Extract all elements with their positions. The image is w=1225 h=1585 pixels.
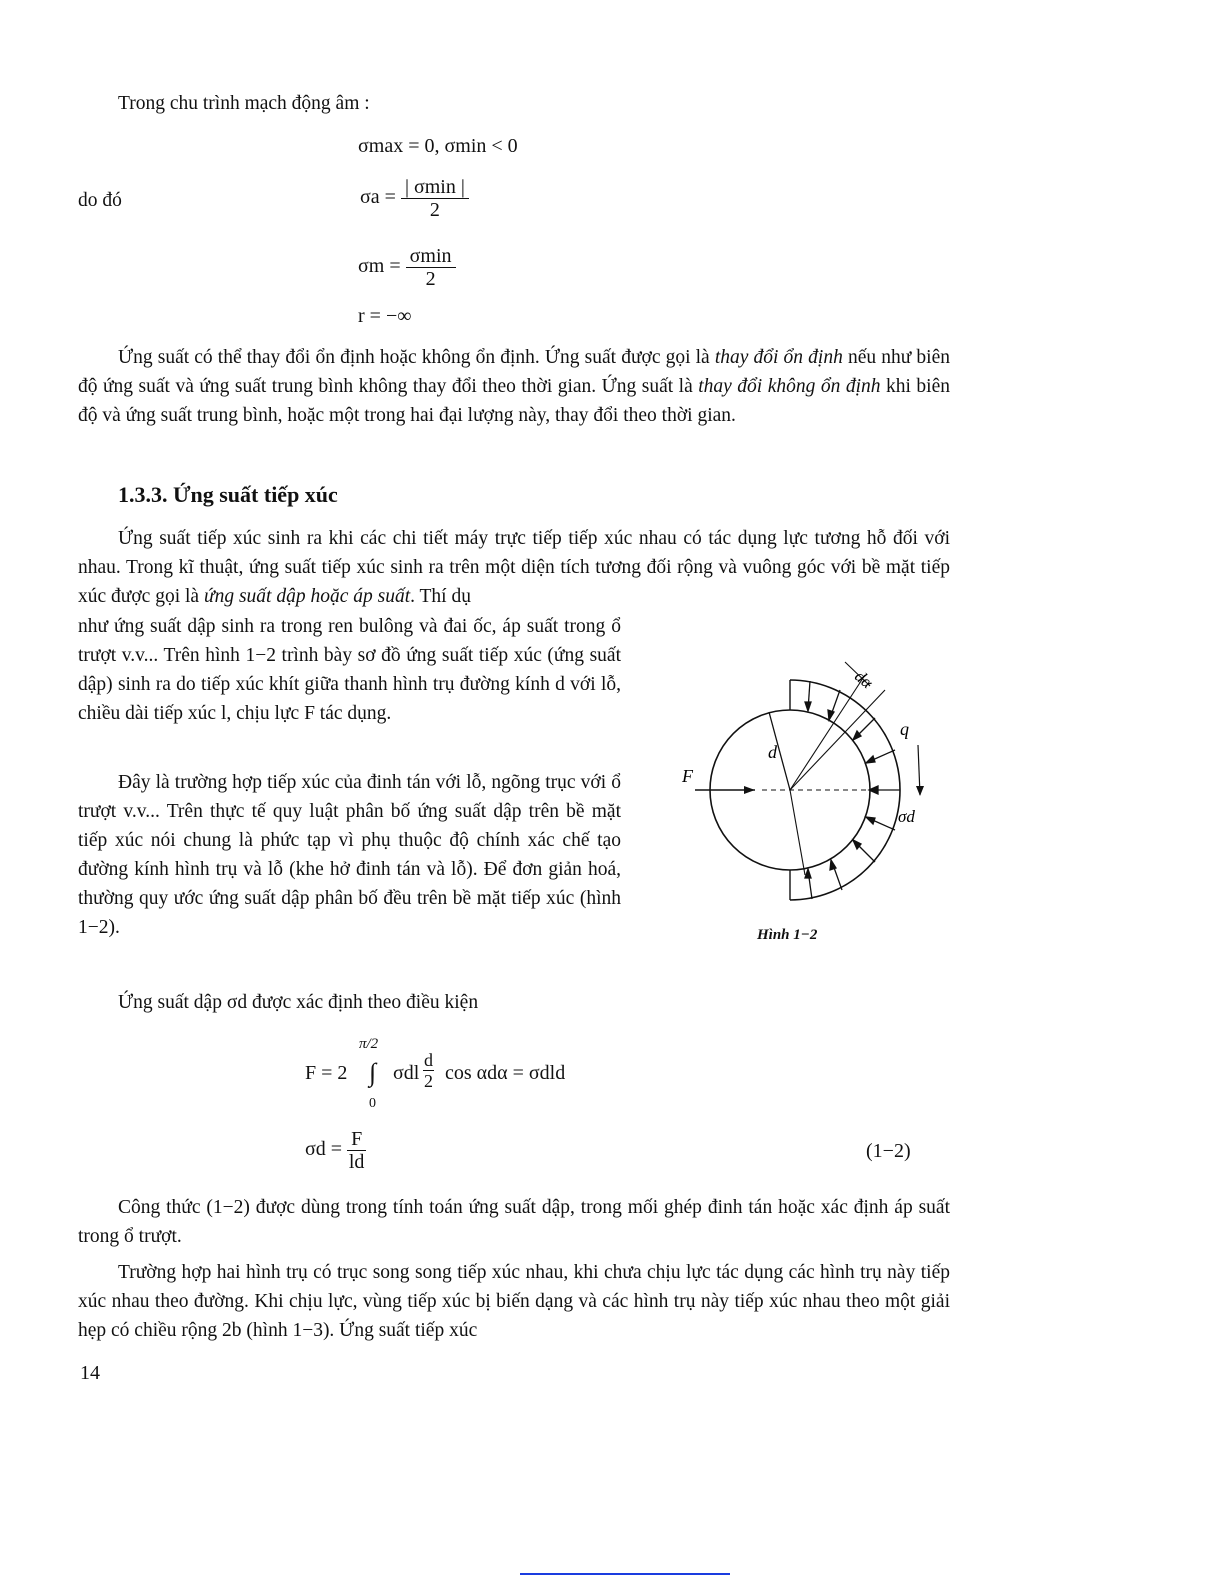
label-F: F [682, 766, 693, 786]
label-dalpha: dα [851, 666, 877, 693]
force-arrowhead [744, 786, 755, 794]
paragraph-stable-stress [78, 343, 950, 430]
q-arrowhead [916, 786, 924, 796]
intro-line: Trong chu trình mạch động âm : [118, 93, 370, 114]
equation-sigma-d [305, 1128, 366, 1173]
integral-lhs: F = 2 [305, 1062, 348, 1084]
angle-ray-1 [790, 675, 865, 790]
figure-1-2 [670, 650, 960, 960]
para1-text-3: khi biên độ và ứng suất trung bình, hoặc một trong hai đại lượng này, thay đổi theo thời gian. [78, 376, 950, 426]
para2-italic-1: ứng suất dập hoặc áp suất [203, 586, 411, 607]
equation-force-integral [305, 1036, 625, 1116]
sd-lhs: σd = [305, 1138, 343, 1161]
eq-a-numerator: | σmin | [401, 176, 469, 199]
integral-body-1: σdl [393, 1062, 420, 1084]
sd-numerator: F [347, 1128, 366, 1151]
para2-text-2: . Thí dụ [410, 586, 471, 607]
eq-a-denominator: 2 [429, 199, 440, 221]
integral-fraction-num: d [424, 1050, 433, 1070]
integral-upper-limit: π/2 [359, 1036, 379, 1052]
bottom-link-underline [520, 1573, 730, 1575]
eq-a-fraction [401, 176, 469, 221]
paragraph-parallel-cylinders: Trường hợp hai hình trụ có trục song song tiếp xúc nhau, khi chưa chịu lực tác dụng các hình trụ này tiếp xúc nhau theo đường. Khi chịu lực, vùng tiếp xúc bị biến dạng và các hình trụ này tiếp xúc nhau theo một giải hẹp có chiều rộng 2b (hình 1−3). Ứng suất tiếp xúc [78, 1262, 950, 1341]
eq-m-numerator: σmin [406, 245, 456, 268]
integral-fraction [423, 1050, 434, 1091]
paragraph-contact-stress-intro [78, 524, 950, 611]
label-sigma-d: σd [898, 807, 915, 826]
eq-a-lhs: σa = [360, 186, 396, 209]
eq-m-denominator: 2 [425, 268, 436, 290]
sd-fraction [347, 1128, 366, 1173]
equation-sigma-m [358, 245, 456, 290]
eq-m-lhs: σm = [358, 255, 401, 278]
para1-italic-2: thay đổi không ổn định [698, 376, 881, 397]
paragraph-rivet-case: Đây là trường hợp tiếp xúc của đinh tán với lỗ, ngõng trục với ổ trượt v.v... Trên thực tế quy luật phân bố ứng suất dập trên bề mặt tiếp xúc nói chung là phức tạp vì phụ thuộc độ chính xác chế tạo đường kính hình trụ và lỗ (khe hở đinh tán và lỗ). Để đơn giản hoá, thường quy ước ứng suất dập phân bố đều trên bề mặt tiếp xúc (hình 1−2). [78, 772, 621, 938]
do-do-label: do đó [78, 190, 122, 211]
angle-ray-3 [790, 790, 805, 875]
label-q: q [900, 719, 909, 739]
equation-sigma-max-min: σmax = 0, σmin < 0 [358, 135, 518, 157]
eq-m-fraction [406, 245, 456, 290]
integral-fraction-den: 2 [424, 1071, 433, 1091]
label-d: d [768, 742, 777, 762]
para1-text-2: nếu như biên độ ứng suất và ứng suất trung bình không thay đổi theo thời gian. Ứng suất là [78, 347, 950, 397]
para1-text-1: Ứng suất có thể thay đổi ổn định hoặc không ổn định. Ứng suất được gọi là [118, 347, 715, 368]
equation-sigma-a [360, 176, 469, 221]
integral-lower-limit: 0 [369, 1096, 376, 1111]
section-title: 1.3.3. Ứng suất tiếp xúc [118, 482, 338, 507]
figure-caption: Hình 1−2 [757, 927, 818, 943]
equation-number: (1−2) [866, 1140, 911, 1162]
paragraph-sigma-d-condition: Ứng suất dập σd được xác định theo điều kiện [118, 992, 479, 1013]
para2-text-1: Ứng suất tiếp xúc sinh ra khi các chi tiết máy trực tiếp tiếp xúc nhau có tác dụng lực tương hỗ đối với nhau. Trong kĩ thuật, ứng suất tiếp xúc sinh ra trên một diện tích tương đối rộng và vuông góc với bề mặt tiếp xúc được gọi là [78, 528, 950, 607]
sd-denominator: ld [348, 1151, 365, 1173]
angle-ray-2 [790, 690, 885, 790]
integral-body-2: cos αdα = σdld [445, 1062, 566, 1084]
equation-r: r = −∞ [358, 305, 412, 327]
paragraph-formula-usage: Công thức (1−2) được dùng trong tính toán ứng suất dập, trong mối ghép đinh tán hoặc xác định áp suất trong ổ trượt. [78, 1197, 950, 1247]
para1-italic-1: thay đổi ổn định [714, 347, 843, 368]
integral-sign: ∫ [369, 1058, 377, 1087]
paragraph-contact-stress-cont: như ứng suất dập sinh ra trong ren bulông và đai ốc, áp suất trong ổ trượt v.v... Trên hình 1−2 trình bày sơ đồ ứng suất tiếp xúc (ứng suất dập) sinh ra do tiếp xúc khít giữa thanh hình trụ đường kính d với lỗ, chiều dài tiếp xúc l, chịu lực F tác dụng. [78, 616, 621, 724]
page-number: 14 [80, 1362, 100, 1384]
